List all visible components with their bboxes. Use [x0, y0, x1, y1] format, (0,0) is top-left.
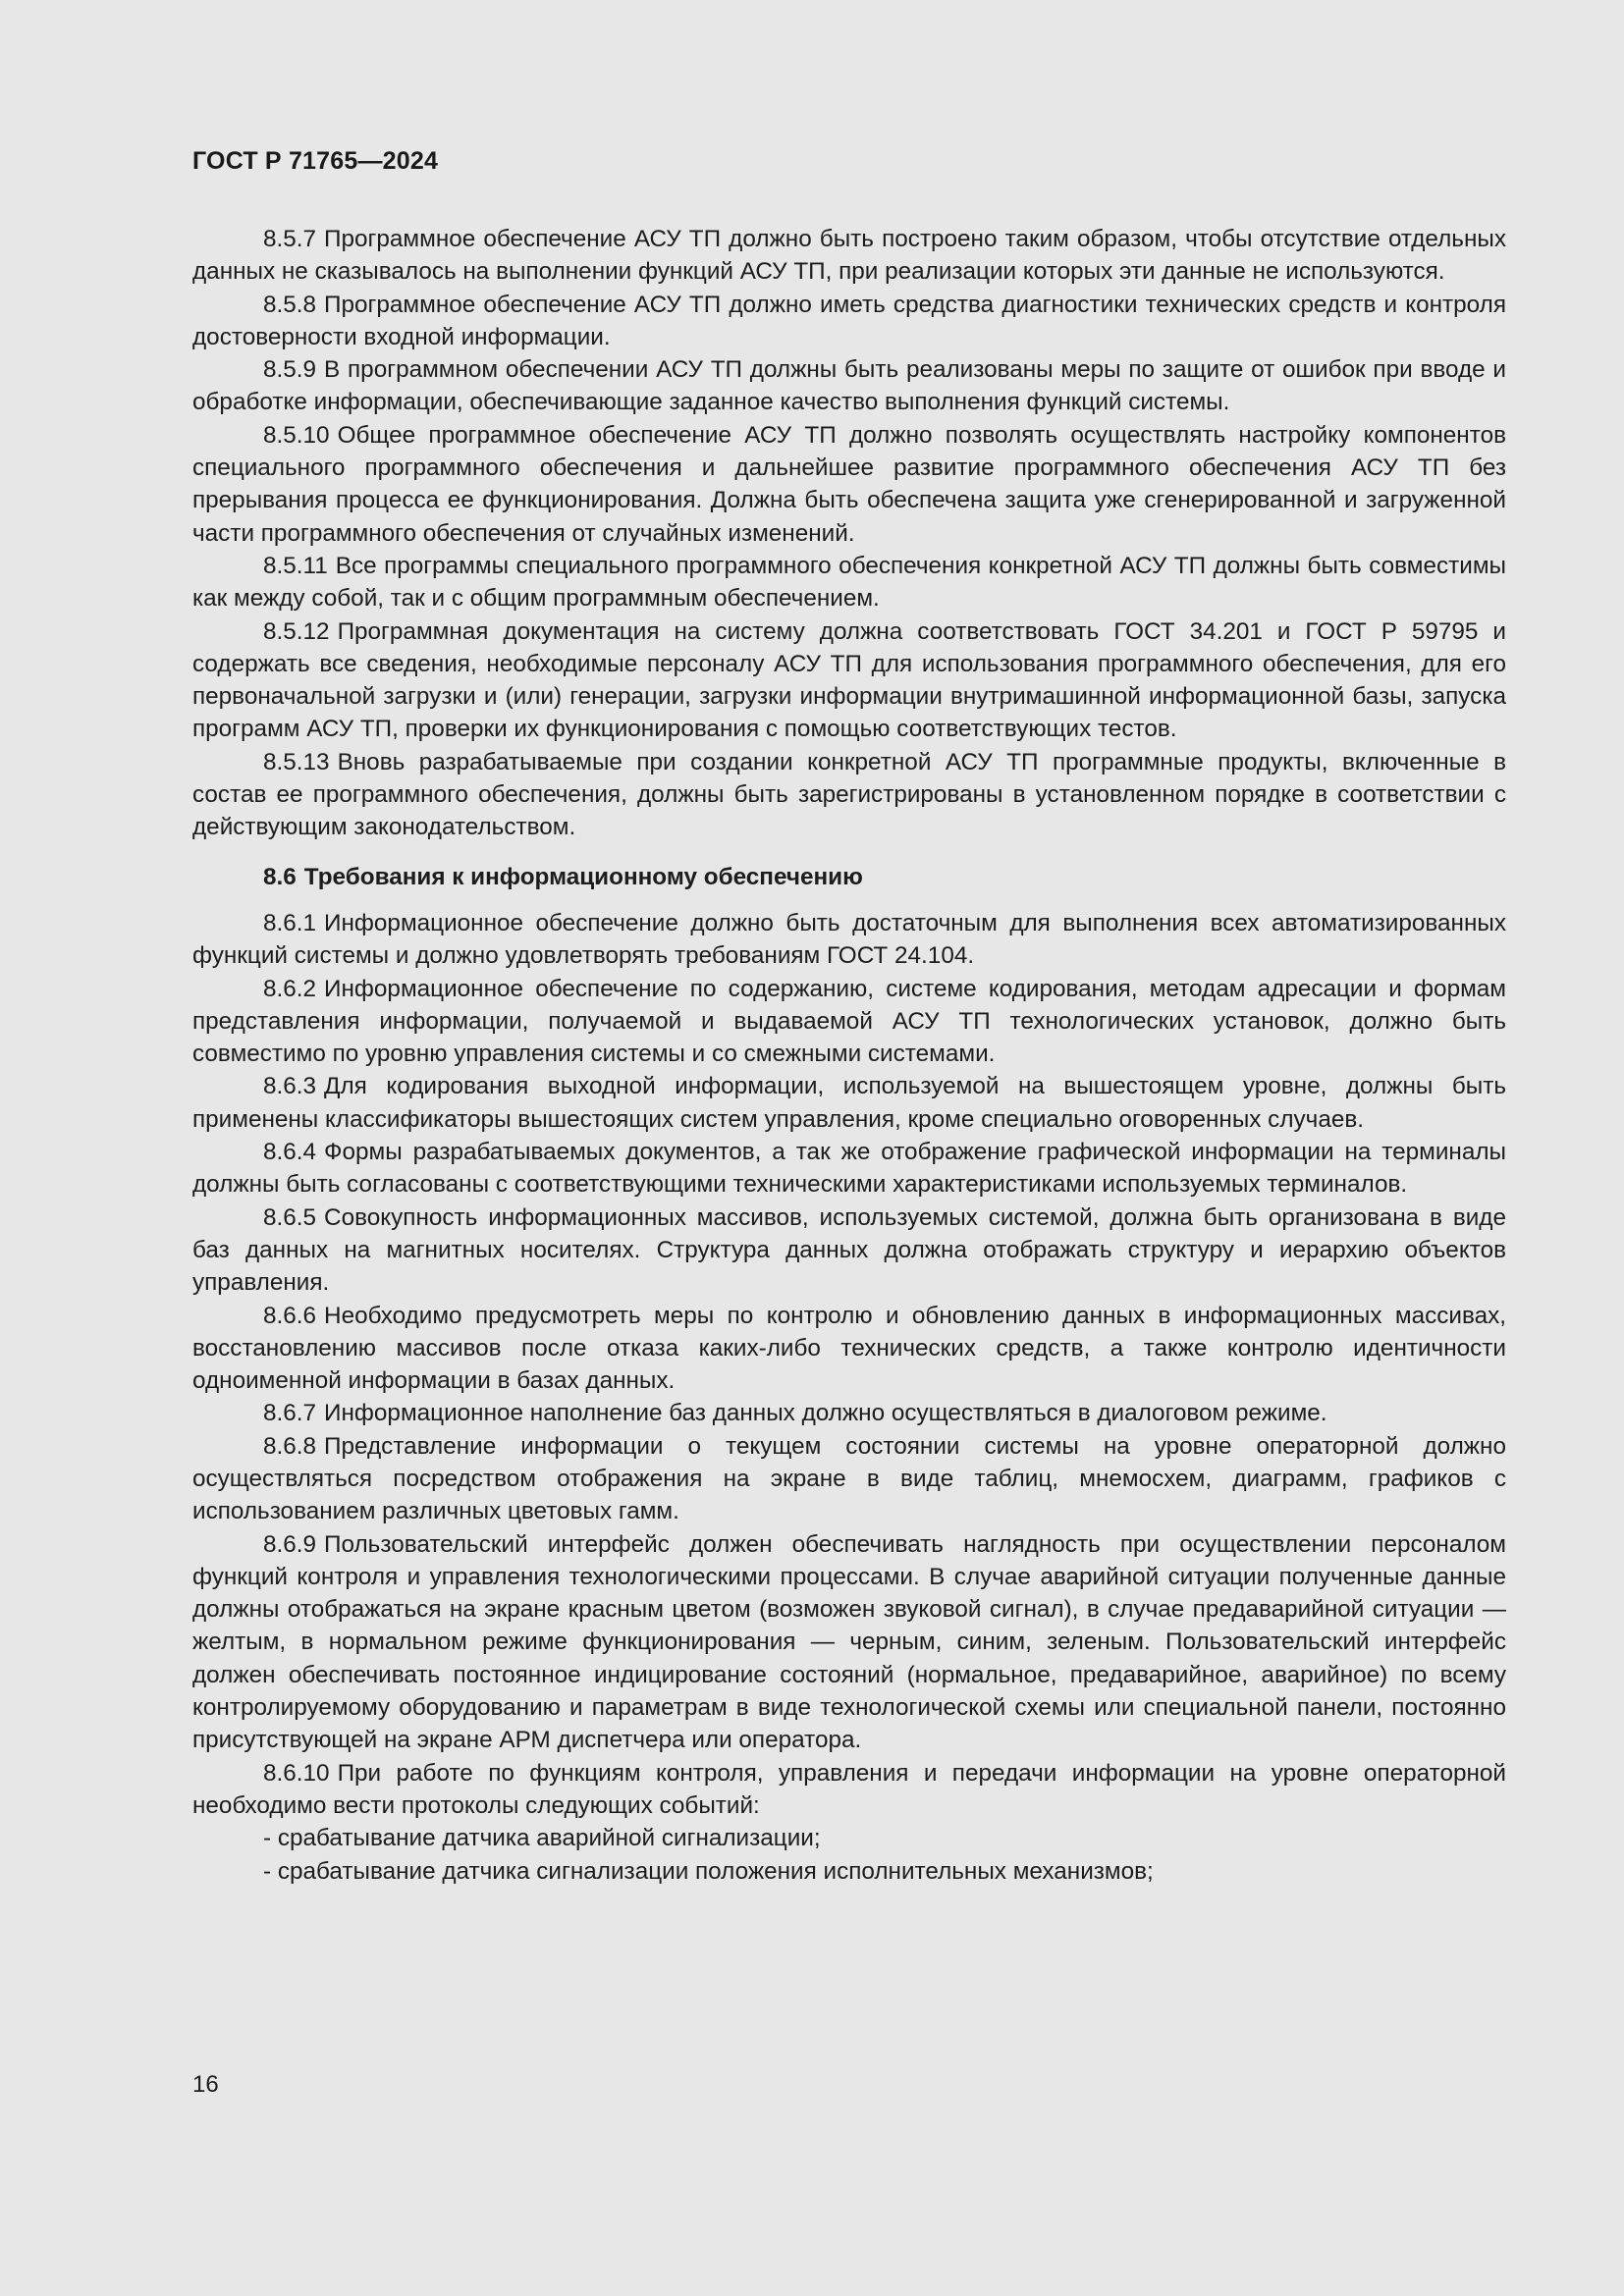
paragraph-text: Программное обеспечение АСУ ТП должно иметь средства диагностики технических средств и контроля достоверности входной информации. — [192, 291, 1506, 350]
list-item: - срабатывание датчика сигнализации положения исполнительных механизмов; — [263, 1857, 1154, 1885]
page-number: 16 — [192, 2071, 219, 2098]
section-title: Требования к информационному обеспечению — [303, 863, 863, 890]
paragraph — [192, 1201, 1506, 1300]
paragraph — [192, 289, 1506, 354]
paragraph — [192, 1528, 1506, 1757]
paragraph-text: Необходимо предусмотреть меры по контролю и обновлению данных в информационных массивах, восстановлению массивов после отказа каких-либо технических средств, а также контролю идентичности одноименной информации в базах данных. — [192, 1302, 1506, 1395]
paragraph-number: 8.6.9 — [263, 1530, 317, 1558]
paragraph-text: Для кодирования выходной информации, используемой на вышестоящем уровне, должны быть применены классификаторы вышестоящих систем управления, кроме специально оговоренных случаев. — [192, 1073, 1506, 1133]
paragraph-text: Представление информации о текущем состоянии системы на уровне операторной должно осуществляться посредством отображения на экране в виде таблиц, мнемосхем, диаграмм, графиков с использованием различных цветовых гамм. — [192, 1432, 1506, 1525]
paragraph-text: При работе по функциям контроля, управления и передачи информации на уровне операторной необходимо вести протоколы следующих событий: — [192, 1759, 1506, 1819]
paragraph-text: Программная документация на систему должна соответствовать ГОСТ 34.201 и ГОСТ Р 59795 и содержать все сведения, необходимые персоналу АСУ ТП для использования программного обеспечения, для его первоначальной загрузки и (или) генерации, загрузки информации внутримашинной информационной базы, запуска программ АСУ ТП, проверки их функционирования с помощью соответствующих тестов. — [192, 617, 1506, 743]
paragraph-number: 8.6.4 — [263, 1139, 317, 1166]
paragraph-text: Информационное наполнение баз данных должно осуществляться в диалоговом режиме. — [324, 1400, 1327, 1427]
paragraph-number: 8.6.8 — [263, 1432, 317, 1460]
paragraph — [192, 550, 1506, 615]
list-item: - срабатывание датчика аварийной сигнализации; — [263, 1825, 821, 1852]
paragraph-text: Информационное обеспечение по содержанию, системе кодирования, методам адресации и формам представления информации, получаемой и выдаваемой АСУ ТП технологических установок, должно быть совместимо по уровню управления системы и со смежными системами. — [192, 975, 1506, 1068]
paragraph-text: Пользовательский интерфейс должен обеспечивать наглядность при осуществлении персоналом функций контроля и управления технологическими процессами. В случае аварийной ситуации полученные данные должны отображаться на экране красным цветом (возможен звуковой сигнал), в случае предаварийной ситуации — желтым, в нормальном режиме функционирования — черным, синим, зеленым. Пользовательский интерфейс должен обеспечивать постоянное индицирование состояний (нормальное, предаварийное, аварийное) по всему контролируемому оборудованию и параметрам в виде технологической схемы или специальной панели, постоянно присутствующей на экране АРМ диспетчера или оператора. — [192, 1530, 1506, 1754]
paragraph — [192, 615, 1506, 746]
paragraph-text: Программное обеспечение АСУ ТП должно быть построено таким образом, чтобы отсутствие отдельных данных не сказывалось на выполнении функций АСУ ТП, при реализации которых эти данные не используются. — [192, 226, 1506, 286]
paragraph-number: 8.5.12 — [263, 617, 330, 645]
paragraph — [192, 223, 1506, 289]
paragraph-number: 8.6.6 — [263, 1302, 317, 1329]
paragraph — [192, 419, 1506, 550]
paragraph — [192, 1757, 1506, 1823]
paragraph-text: Вновь разрабатываемые при создании конкретной АСУ ТП программные продукты, включенные в состав ее программного обеспечения, должны быть зарегистрированы в установленном порядке в соответствии с действующим законодательством. — [192, 748, 1506, 841]
paragraph-number: 8.6.3 — [263, 1073, 317, 1100]
paragraph-number: 8.6.1 — [263, 909, 317, 936]
paragraph-number: 8.6.7 — [263, 1400, 317, 1427]
document-header: ГОСТ Р 71765—2024 — [192, 147, 439, 175]
paragraph-text: Формы разрабатываемых документов, а так же отображение графической информации на терминалы должны быть согласованы с соответствующими техническими характеристиками используемых терминалов. — [192, 1139, 1506, 1199]
paragraph — [192, 1300, 1506, 1398]
paragraph — [192, 353, 1506, 419]
section-number: 8.6 — [263, 863, 297, 890]
paragraph-number: 8.5.13 — [263, 748, 330, 775]
paragraph-text: Информационное обеспечение должно быть достаточным для выполнения всех автоматизированных функций системы и должно удовлетворять требованиям ГОСТ 24.104. — [192, 909, 1506, 970]
paragraph-number: 8.6.10 — [263, 1759, 330, 1787]
paragraph-number: 8.5.9 — [263, 356, 317, 384]
paragraph — [192, 1397, 1506, 1429]
document-body — [192, 223, 1506, 1888]
paragraph — [192, 907, 1506, 973]
paragraph — [192, 1070, 1506, 1136]
paragraph — [192, 746, 1506, 844]
paragraph-number: 8.6.5 — [263, 1203, 317, 1231]
paragraph-text: Все программы специального программного обеспечения конкретной АСУ ТП должны быть совместимы как между собой, так и с общим программным обеспечением. — [192, 552, 1506, 613]
paragraph-text: В программном обеспечении АСУ ТП должны быть реализованы меры по защите от ошибок при вводе и обработке информации, обеспечивающие заданное качество выполнения функций системы. — [192, 356, 1506, 416]
paragraph-text: Общее программное обеспечение АСУ ТП должно позволять осуществлять настройку компонентов специального программного обеспечения и дальнейшее развитие программного обеспечения АСУ ТП без прерывания процесса ее функционирования. Должна быть обеспечена защита уже сгенерированной и загруженной части программного обеспечения от случайных изменений. — [192, 421, 1506, 547]
paragraph — [192, 1136, 1506, 1201]
section-heading — [192, 844, 1506, 907]
paragraph-number: 8.6.2 — [263, 975, 317, 1002]
paragraph-text: Совокупность информационных массивов, используемых системой, должна быть организована в виде баз данных на магнитных носителях. Структура данных должна отображать структуру и иерархию объектов управления. — [192, 1203, 1506, 1297]
paragraph-number: 8.5.10 — [263, 421, 330, 449]
paragraph-number: 8.5.7 — [263, 226, 317, 252]
paragraphs-8-6 — [192, 907, 1506, 1888]
paragraphs-8-5 — [192, 223, 1506, 844]
paragraph-number: 8.5.11 — [263, 552, 328, 579]
paragraph — [192, 1430, 1506, 1528]
paragraph — [192, 973, 1506, 1071]
paragraph-number: 8.5.8 — [263, 291, 317, 318]
